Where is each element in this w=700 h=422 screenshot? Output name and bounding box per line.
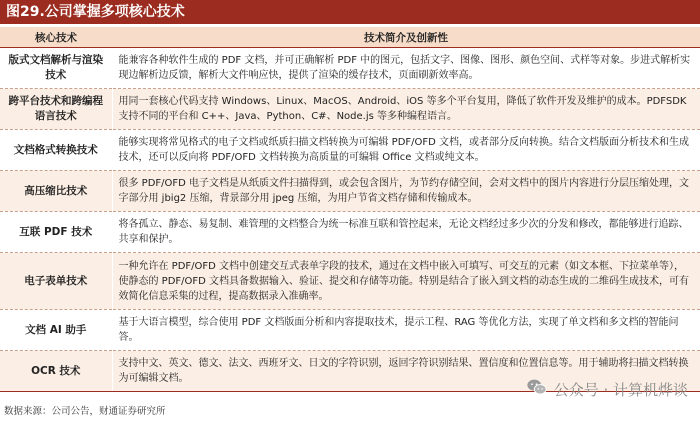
technology-name: OCR 技术 <box>0 351 112 392</box>
technology-name: 跨平台技术和跨编程语言技术 <box>0 89 112 130</box>
table-row <box>0 130 700 171</box>
table-header-row <box>0 27 700 48</box>
technology-description: 将各孤立、静态、易复制、难管理的文档整合为统一标准互联和管控起来，无论文档经过多少次的分发和修改，都能够进行追踪、共享和保护。 <box>112 212 700 253</box>
technology-name: 电子表单技术 <box>0 253 112 310</box>
table-row <box>0 48 700 89</box>
wechat-watermark <box>526 376 688 402</box>
figure-title: 图29.公司掌握多项核心技术 <box>0 0 700 24</box>
table-row <box>0 253 700 310</box>
wechat-icon <box>526 376 548 402</box>
table-row <box>0 89 700 130</box>
technology-name: 文档格式转换技术 <box>0 130 112 171</box>
core-technology-table <box>0 27 700 392</box>
data-source-note: 数据来源：公司公告，财通证券研究所 <box>4 406 166 417</box>
technology-name: 互联 PDF 技术 <box>0 212 112 253</box>
table-row <box>0 310 700 351</box>
column-header-description: 技术简介及创新性 <box>112 27 700 48</box>
technology-description: 支持中文、英文、德文、法文、西班牙文、日文的字符识别，返回字符识别结果、置信度和位置信息等。用于辅助将扫描文档转换为可编辑文档。 <box>112 351 700 392</box>
watermark-text: 公众号 · 计算机烨谈 <box>553 380 688 399</box>
column-header-technology: 核心技术 <box>0 27 112 48</box>
table-row <box>0 171 700 212</box>
technology-description: 能兼容各种软件生成的 PDF 文档，并可正确解析 PDF 中的图元，包括文字、图像、图形、颜色空间、式样等对象。步进式解析实现边解析边反馈，解析大文件响应快，提供了渲染的缓存技术，页面刷新效率高。 <box>112 48 700 89</box>
table-row <box>0 212 700 253</box>
technology-name: 文档 AI 助手 <box>0 310 112 351</box>
technology-description: 很多 PDF/OFD 电子文档是从纸质文件扫描得到，或会包含图片，为节约存储空间，会对文档中的图片内容进行分层压缩处理，文字部分用 jbig2 压缩，背景部分用 jpeg 压缩，为用户节省文档存储和传输成本。 <box>112 171 700 212</box>
technology-name: 版式文档解析与渲染技术 <box>0 48 112 89</box>
technology-description: 一种允许在 PDF/OFD 文档中创建交互式表单字段的技术，通过在文档中嵌入可填写、可交互的元素（如文本框、下拉菜单等），使静态的 PDF/OFD 文档具备数据输入、验证、提交和存储等功能。特别是结合了嵌入到文档的动态生成的二维码生成技术，可有效简化信息采集的过程，提高数据录入准确率。 <box>112 253 700 310</box>
technology-description: 用同一套核心代码支持 Windows、Linux、MacOS、Android、iOS 等多个平台复用，降低了软件开发及维护的成本。PDFSDK 支持不同的平台和 C++、Java、Python、C#、Node.js 等多种编程语言。 <box>112 89 700 130</box>
technology-name: 高压缩比技术 <box>0 171 112 212</box>
technology-description: 能够实现将常见格式的电子文档或纸质扫描文档转换为可编辑 PDF/OFD 文档，或者部分反向转换。结合文档版面分析技术和生成技术，还可以反向将 PDF/OFD 文档转换为高质量的可编辑 Office 文档或纯文本。 <box>112 130 700 171</box>
technology-description: 基于大语言模型，综合使用 PDF 文档版面分析和内容提取技术，提示工程、RAG 等优化方法，实现了单文档和多文档的智能问答。 <box>112 310 700 351</box>
